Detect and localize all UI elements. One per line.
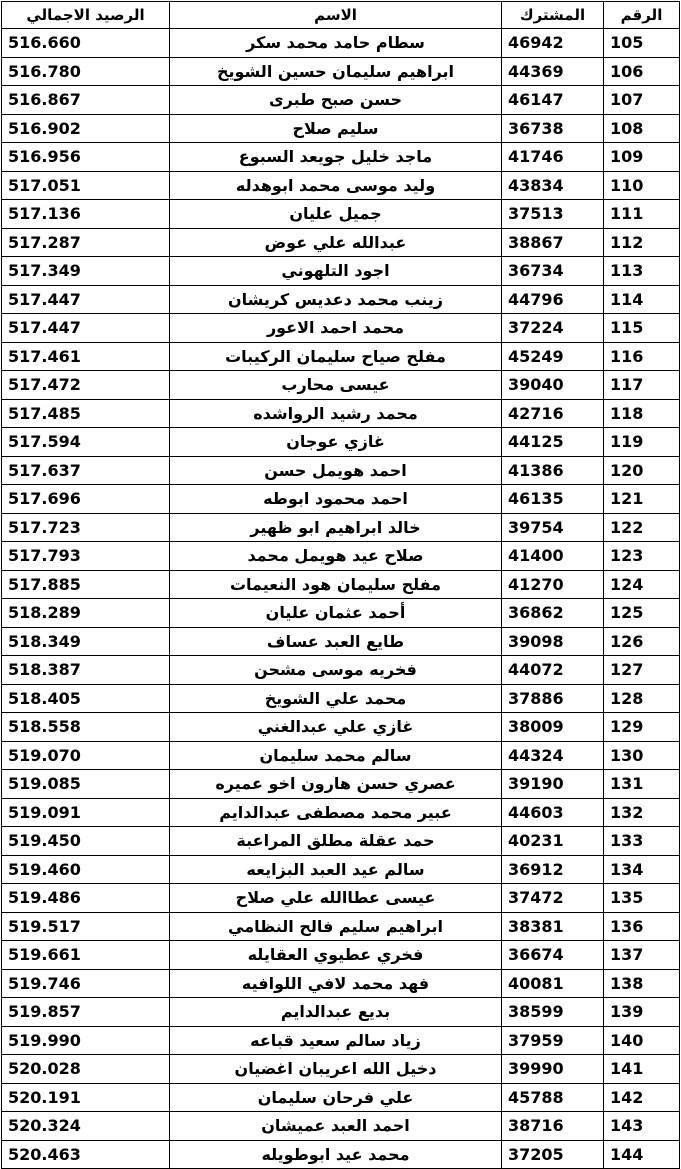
table-row	[2, 1083, 680, 1112]
subscriber-name: عيسى عطاالله علي صلاح	[170, 884, 502, 913]
table-row	[2, 770, 680, 799]
header-row	[2, 2, 680, 29]
subscriber-name: فخري عطيوي العقايله	[170, 941, 502, 970]
subscriber-id: 38867	[502, 228, 604, 257]
subscriber-id: 44072	[502, 656, 604, 685]
row-number: 131	[604, 770, 680, 799]
total-balance: 519.450	[2, 827, 170, 856]
subscriber-name: احمد هويمل حسن	[170, 456, 502, 485]
total-balance: 519.085	[2, 770, 170, 799]
subscriber-name: علي فرحان سليمان	[170, 1083, 502, 1112]
subscriber-name: دخيل الله اعريبان اغضيان	[170, 1055, 502, 1084]
total-balance: 517.287	[2, 228, 170, 257]
subscriber-balance-table	[1, 1, 680, 1169]
table-row	[2, 114, 680, 143]
subscriber-id: 38009	[502, 713, 604, 742]
header-balance: الرصيد الاجمالي	[2, 2, 170, 29]
total-balance: 520.463	[2, 1140, 170, 1169]
subscriber-id: 46942	[502, 29, 604, 58]
total-balance: 519.460	[2, 855, 170, 884]
total-balance: 518.405	[2, 684, 170, 713]
subscriber-id: 41400	[502, 542, 604, 571]
subscriber-id: 44603	[502, 798, 604, 827]
table-row	[2, 684, 680, 713]
total-balance: 516.902	[2, 114, 170, 143]
total-balance: 517.696	[2, 485, 170, 514]
table-row	[2, 57, 680, 86]
table-row	[2, 314, 680, 343]
subscriber-name: غازي علي عبدالغني	[170, 713, 502, 742]
row-number: 112	[604, 228, 680, 257]
table-row	[2, 342, 680, 371]
row-number: 114	[604, 285, 680, 314]
total-balance: 517.349	[2, 257, 170, 286]
table-row	[2, 513, 680, 542]
subscriber-id: 43834	[502, 171, 604, 200]
subscriber-name: زينب محمد دعديس كريشان	[170, 285, 502, 314]
row-number: 111	[604, 200, 680, 229]
subscriber-name: سالم عيد العبد البزايعه	[170, 855, 502, 884]
subscriber-id: 38381	[502, 912, 604, 941]
table-row	[2, 713, 680, 742]
row-number: 107	[604, 86, 680, 115]
row-number: 134	[604, 855, 680, 884]
row-number: 118	[604, 399, 680, 428]
row-number: 138	[604, 969, 680, 998]
table-row	[2, 371, 680, 400]
subscriber-id: 39754	[502, 513, 604, 542]
total-balance: 516.780	[2, 57, 170, 86]
total-balance: 516.660	[2, 29, 170, 58]
total-balance: 517.885	[2, 570, 170, 599]
row-number: 128	[604, 684, 680, 713]
row-number: 113	[604, 257, 680, 286]
subscriber-id: 36738	[502, 114, 604, 143]
subscriber-id: 41270	[502, 570, 604, 599]
subscriber-id: 44324	[502, 741, 604, 770]
subscriber-id: 38599	[502, 998, 604, 1027]
subscriber-name: محمد عيد ابوطويله	[170, 1140, 502, 1169]
total-balance: 519.990	[2, 1026, 170, 1055]
subscriber-id: 46135	[502, 485, 604, 514]
subscriber-name: اجود التلهوني	[170, 257, 502, 286]
table-row	[2, 741, 680, 770]
subscriber-name: سالم محمد سليمان	[170, 741, 502, 770]
subscriber-name: محمد رشيد الرواشده	[170, 399, 502, 428]
subscriber-id: 41386	[502, 456, 604, 485]
table-row	[2, 1055, 680, 1084]
total-balance: 517.637	[2, 456, 170, 485]
subscriber-id: 39190	[502, 770, 604, 799]
table-row	[2, 542, 680, 571]
subscriber-name: ماجد خليل جويعد السبوع	[170, 143, 502, 172]
row-number: 127	[604, 656, 680, 685]
subscriber-id: 46147	[502, 86, 604, 115]
table-row	[2, 399, 680, 428]
subscriber-id: 41746	[502, 143, 604, 172]
table-row	[2, 827, 680, 856]
total-balance: 519.091	[2, 798, 170, 827]
subscriber-id: 36862	[502, 599, 604, 628]
table-row	[2, 599, 680, 628]
total-balance: 517.472	[2, 371, 170, 400]
subscriber-name: جميل عليان	[170, 200, 502, 229]
table-row	[2, 627, 680, 656]
row-number: 122	[604, 513, 680, 542]
table-row	[2, 485, 680, 514]
total-balance: 519.661	[2, 941, 170, 970]
subscriber-name: فهد محمد لافي اللوافيه	[170, 969, 502, 998]
table-row	[2, 884, 680, 913]
subscriber-id: 45788	[502, 1083, 604, 1112]
row-number: 115	[604, 314, 680, 343]
subscriber-id: 36734	[502, 257, 604, 286]
total-balance: 517.447	[2, 314, 170, 343]
row-number: 142	[604, 1083, 680, 1112]
row-number: 117	[604, 371, 680, 400]
total-balance: 519.517	[2, 912, 170, 941]
subscriber-id: 37224	[502, 314, 604, 343]
table-header	[2, 2, 680, 29]
total-balance: 518.387	[2, 656, 170, 685]
table-row	[2, 456, 680, 485]
row-number: 140	[604, 1026, 680, 1055]
row-number: 105	[604, 29, 680, 58]
header-number: الرقم	[604, 2, 680, 29]
subscriber-name: ابراهيم سليم فالح النظامي	[170, 912, 502, 941]
total-balance: 517.136	[2, 200, 170, 229]
subscriber-id: 36912	[502, 855, 604, 884]
subscriber-id: 40081	[502, 969, 604, 998]
subscriber-name: حسن صبح طبرى	[170, 86, 502, 115]
table-row	[2, 798, 680, 827]
total-balance: 519.746	[2, 969, 170, 998]
table-row	[2, 1112, 680, 1141]
subscriber-name: سليم صلاح	[170, 114, 502, 143]
table-row	[2, 428, 680, 457]
subscriber-name: ابراهيم سليمان حسين الشويخ	[170, 57, 502, 86]
row-number: 143	[604, 1112, 680, 1141]
subscriber-name: فخريه موسى مشحن	[170, 656, 502, 685]
table-row	[2, 570, 680, 599]
total-balance: 519.857	[2, 998, 170, 1027]
row-number: 141	[604, 1055, 680, 1084]
subscriber-id: 37959	[502, 1026, 604, 1055]
subscriber-id: 44796	[502, 285, 604, 314]
subscriber-id: 44369	[502, 57, 604, 86]
row-number: 139	[604, 998, 680, 1027]
subscriber-id: 37205	[502, 1140, 604, 1169]
table-row	[2, 998, 680, 1027]
subscriber-name: احمد العبد عميشان	[170, 1112, 502, 1141]
table-row	[2, 228, 680, 257]
total-balance: 517.051	[2, 171, 170, 200]
subscriber-id: 37472	[502, 884, 604, 913]
table-row	[2, 941, 680, 970]
row-number: 129	[604, 713, 680, 742]
row-number: 136	[604, 912, 680, 941]
row-number: 124	[604, 570, 680, 599]
table-row	[2, 969, 680, 998]
subscriber-id: 40231	[502, 827, 604, 856]
total-balance: 517.594	[2, 428, 170, 457]
row-number: 135	[604, 884, 680, 913]
total-balance: 519.486	[2, 884, 170, 913]
subscriber-name: صلاح عيد هويمل محمد	[170, 542, 502, 571]
table-row	[2, 200, 680, 229]
total-balance: 517.485	[2, 399, 170, 428]
subscriber-name: محمد احمد الاعور	[170, 314, 502, 343]
total-balance: 517.461	[2, 342, 170, 371]
subscriber-id: 45249	[502, 342, 604, 371]
subscriber-id: 36674	[502, 941, 604, 970]
total-balance: 518.349	[2, 627, 170, 656]
subscriber-id: 42716	[502, 399, 604, 428]
subscriber-id: 39040	[502, 371, 604, 400]
header-name: الاسم	[170, 2, 502, 29]
total-balance: 520.324	[2, 1112, 170, 1141]
table-row	[2, 912, 680, 941]
table-row	[2, 285, 680, 314]
table-row	[2, 86, 680, 115]
subscriber-name: خالد ابراهيم ابو ظهير	[170, 513, 502, 542]
table-row	[2, 29, 680, 58]
subscriber-name: سطام حامد محمد سكر	[170, 29, 502, 58]
row-number: 120	[604, 456, 680, 485]
subscriber-name: عبدالله علي عوض	[170, 228, 502, 257]
row-number: 119	[604, 428, 680, 457]
subscriber-name: احمد محمود ابوطه	[170, 485, 502, 514]
row-number: 108	[604, 114, 680, 143]
table-row	[2, 171, 680, 200]
table-row	[2, 855, 680, 884]
row-number: 144	[604, 1140, 680, 1169]
row-number: 106	[604, 57, 680, 86]
total-balance: 517.447	[2, 285, 170, 314]
total-balance: 520.191	[2, 1083, 170, 1112]
header-subscriber: المشترك	[502, 2, 604, 29]
subscriber-id: 38716	[502, 1112, 604, 1141]
row-number: 121	[604, 485, 680, 514]
subscriber-id: 44125	[502, 428, 604, 457]
total-balance: 516.956	[2, 143, 170, 172]
row-number: 126	[604, 627, 680, 656]
subscriber-name: عبير محمد مصطفى عبدالدايم	[170, 798, 502, 827]
subscriber-name: محمد علي الشويخ	[170, 684, 502, 713]
total-balance: 517.723	[2, 513, 170, 542]
subscriber-name: زياد سالم سعيد قباعه	[170, 1026, 502, 1055]
row-number: 125	[604, 599, 680, 628]
subscriber-name: عيسى محارب	[170, 371, 502, 400]
row-number: 116	[604, 342, 680, 371]
row-number: 109	[604, 143, 680, 172]
subscriber-name: عصري حسن هارون اخو عميره	[170, 770, 502, 799]
subscriber-id: 37886	[502, 684, 604, 713]
row-number: 123	[604, 542, 680, 571]
row-number: 137	[604, 941, 680, 970]
row-number: 130	[604, 741, 680, 770]
table-row	[2, 656, 680, 685]
subscriber-id: 39990	[502, 1055, 604, 1084]
subscriber-name: مفلح صياح سليمان الركيبات	[170, 342, 502, 371]
total-balance: 518.558	[2, 713, 170, 742]
table-row	[2, 143, 680, 172]
subscriber-name: مفلح سليمان هود النعيمات	[170, 570, 502, 599]
total-balance: 518.289	[2, 599, 170, 628]
total-balance: 517.793	[2, 542, 170, 571]
table-body	[2, 29, 680, 1169]
subscriber-name: أحمد عثمان عليان	[170, 599, 502, 628]
total-balance: 516.867	[2, 86, 170, 115]
total-balance: 519.070	[2, 741, 170, 770]
row-number: 133	[604, 827, 680, 856]
table-row	[2, 1026, 680, 1055]
row-number: 110	[604, 171, 680, 200]
subscriber-name: غازي عوجان	[170, 428, 502, 457]
table-row	[2, 257, 680, 286]
subscriber-name: بديع عبدالدايم	[170, 998, 502, 1027]
subscriber-name: وليد موسى محمد ابوهدله	[170, 171, 502, 200]
subscriber-id: 37513	[502, 200, 604, 229]
row-number: 132	[604, 798, 680, 827]
subscriber-name: طايع العبد عساف	[170, 627, 502, 656]
subscriber-name: حمد عقلة مطلق المراعبة	[170, 827, 502, 856]
subscriber-id: 39098	[502, 627, 604, 656]
table-row	[2, 1140, 680, 1169]
total-balance: 520.028	[2, 1055, 170, 1084]
